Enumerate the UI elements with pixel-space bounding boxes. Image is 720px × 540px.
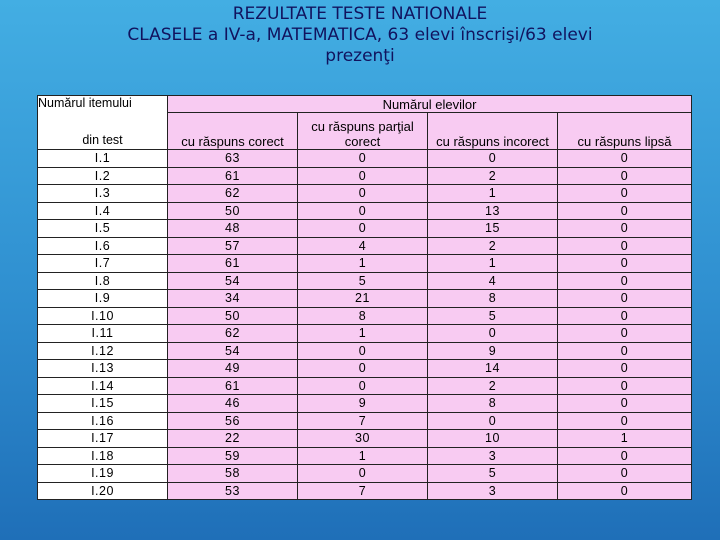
count-cell-corect: 54: [168, 342, 298, 360]
count-cell-corect: 34: [168, 290, 298, 308]
count-cell-corect: 59: [168, 447, 298, 465]
results-table-body: [38, 96, 692, 500]
slide-title: [0, 4, 720, 67]
title-line-3: prezenţi: [325, 46, 395, 66]
col-header-lipsa: cu răspuns lipsă: [558, 113, 692, 150]
count-cell-corect: 57: [168, 237, 298, 255]
table-row: [38, 430, 692, 448]
count-cell-corect: 63: [168, 150, 298, 168]
count-cell-partial: 0: [298, 202, 428, 220]
count-cell-partial: 5: [298, 272, 428, 290]
col-header-incorect: cu răspuns incorect: [428, 113, 558, 150]
table-row: [38, 202, 692, 220]
count-cell-lipsa: 0: [558, 482, 692, 500]
count-cell-partial: 7: [298, 412, 428, 430]
count-cell-corect: 62: [168, 185, 298, 203]
count-cell-lipsa: 0: [558, 290, 692, 308]
table-row: [38, 412, 692, 430]
count-cell-incorect: 13: [428, 202, 558, 220]
count-cell-lipsa: 0: [558, 465, 692, 483]
table-row: [38, 237, 692, 255]
count-cell-lipsa: 0: [558, 220, 692, 238]
item-cell: I.5: [38, 220, 168, 238]
count-cell-incorect: 3: [428, 482, 558, 500]
item-cell: I.8: [38, 272, 168, 290]
table-row: [38, 150, 692, 168]
item-cell: I.12: [38, 342, 168, 360]
item-cell: I.19: [38, 465, 168, 483]
count-cell-lipsa: 0: [558, 167, 692, 185]
count-cell-incorect: 15: [428, 220, 558, 238]
item-cell: I.11: [38, 325, 168, 343]
item-cell: I.14: [38, 377, 168, 395]
count-cell-partial: 21: [298, 290, 428, 308]
item-subheader: din test: [82, 133, 123, 147]
students-count-header: Numărul elevilor: [168, 96, 692, 113]
count-cell-corect: 46: [168, 395, 298, 413]
col-header-corect: cu răspuns corect: [168, 113, 298, 150]
table-row: [38, 325, 692, 343]
count-cell-incorect: 1: [428, 255, 558, 273]
count-cell-corect: 61: [168, 377, 298, 395]
count-cell-partial: 7: [298, 482, 428, 500]
count-cell-incorect: 1: [428, 185, 558, 203]
table-row: [38, 290, 692, 308]
count-cell-partial: 1: [298, 255, 428, 273]
table-row: [38, 465, 692, 483]
count-cell-partial: 8: [298, 307, 428, 325]
count-cell-lipsa: 0: [558, 150, 692, 168]
count-cell-incorect: 8: [428, 290, 558, 308]
count-cell-incorect: 10: [428, 430, 558, 448]
table-row: [38, 167, 692, 185]
table-row: [38, 342, 692, 360]
count-cell-partial: 0: [298, 465, 428, 483]
count-cell-corect: 48: [168, 220, 298, 238]
item-cell: I.10: [38, 307, 168, 325]
count-cell-lipsa: 0: [558, 272, 692, 290]
count-cell-lipsa: 0: [558, 325, 692, 343]
count-cell-partial: 1: [298, 325, 428, 343]
count-cell-partial: 0: [298, 377, 428, 395]
results-table: [37, 95, 692, 500]
item-cell: I.7: [38, 255, 168, 273]
count-cell-partial: 0: [298, 167, 428, 185]
header-row-1: [38, 96, 692, 113]
count-cell-incorect: 5: [428, 465, 558, 483]
item-cell: I.3: [38, 185, 168, 203]
count-cell-corect: 53: [168, 482, 298, 500]
count-cell-incorect: 0: [428, 325, 558, 343]
count-cell-lipsa: 0: [558, 342, 692, 360]
count-cell-corect: 50: [168, 307, 298, 325]
count-cell-partial: 4: [298, 237, 428, 255]
count-cell-corect: 54: [168, 272, 298, 290]
count-cell-incorect: 2: [428, 237, 558, 255]
title-line-1: REZULTATE TESTE NATIONALE: [232, 4, 488, 24]
count-cell-lipsa: 0: [558, 412, 692, 430]
count-cell-partial: 1: [298, 447, 428, 465]
count-cell-lipsa: 1: [558, 430, 692, 448]
title-line-2: CLASELE a IV-a, MATEMATICA, 63 elevi înscrişi/63 elevi: [127, 25, 593, 45]
item-number-header: [38, 96, 168, 150]
count-cell-lipsa: 0: [558, 395, 692, 413]
table-row: [38, 395, 692, 413]
item-cell: I.2: [38, 167, 168, 185]
count-cell-lipsa: 0: [558, 202, 692, 220]
count-cell-incorect: 2: [428, 377, 558, 395]
count-cell-lipsa: 0: [558, 255, 692, 273]
count-cell-lipsa: 0: [558, 447, 692, 465]
col-header-partial: cu răspuns parţial corect: [298, 113, 428, 150]
count-cell-corect: 49: [168, 360, 298, 378]
count-cell-lipsa: 0: [558, 237, 692, 255]
count-cell-incorect: 3: [428, 447, 558, 465]
count-cell-corect: 61: [168, 167, 298, 185]
count-cell-incorect: 4: [428, 272, 558, 290]
count-cell-partial: 0: [298, 150, 428, 168]
count-cell-corect: 22: [168, 430, 298, 448]
table-row: [38, 185, 692, 203]
item-cell: I.6: [38, 237, 168, 255]
count-cell-incorect: 2: [428, 167, 558, 185]
count-cell-incorect: 5: [428, 307, 558, 325]
table-row: [38, 447, 692, 465]
item-cell: I.4: [38, 202, 168, 220]
item-cell: I.13: [38, 360, 168, 378]
item-cell: I.17: [38, 430, 168, 448]
item-cell: I.1: [38, 150, 168, 168]
count-cell-lipsa: 0: [558, 377, 692, 395]
table-row: [38, 272, 692, 290]
table-row: [38, 220, 692, 238]
item-cell: I.15: [38, 395, 168, 413]
table-row: [38, 482, 692, 500]
count-cell-partial: 30: [298, 430, 428, 448]
table-row: [38, 377, 692, 395]
table-row: [38, 307, 692, 325]
count-cell-partial: 9: [298, 395, 428, 413]
table-row: [38, 255, 692, 273]
table-row: [38, 360, 692, 378]
count-cell-corect: 58: [168, 465, 298, 483]
item-header-text: Numărul itemului: [38, 96, 132, 110]
count-cell-partial: 0: [298, 185, 428, 203]
item-cell: I.18: [38, 447, 168, 465]
count-cell-lipsa: 0: [558, 307, 692, 325]
count-cell-incorect: 0: [428, 412, 558, 430]
count-cell-partial: 0: [298, 220, 428, 238]
count-cell-partial: 0: [298, 342, 428, 360]
item-cell: I.20: [38, 482, 168, 500]
count-cell-incorect: 0: [428, 150, 558, 168]
count-cell-corect: 61: [168, 255, 298, 273]
count-cell-corect: 56: [168, 412, 298, 430]
count-cell-lipsa: 0: [558, 360, 692, 378]
count-cell-corect: 62: [168, 325, 298, 343]
count-cell-incorect: 8: [428, 395, 558, 413]
count-cell-lipsa: 0: [558, 185, 692, 203]
count-cell-incorect: 14: [428, 360, 558, 378]
item-cell: I.16: [38, 412, 168, 430]
count-cell-partial: 0: [298, 360, 428, 378]
item-cell: I.9: [38, 290, 168, 308]
count-cell-corect: 50: [168, 202, 298, 220]
count-cell-incorect: 9: [428, 342, 558, 360]
